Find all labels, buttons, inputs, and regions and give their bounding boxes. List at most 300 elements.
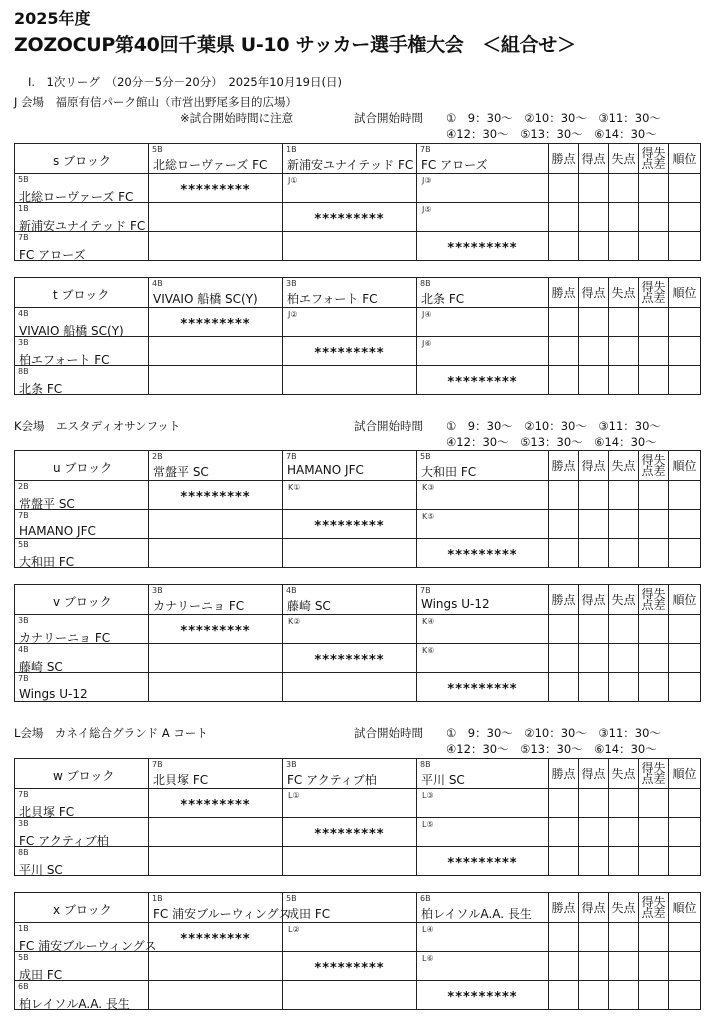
league-info: Ⅰ. 1次リーグ （20分－5分－20分） 2025年10月19日(日) (28, 75, 342, 89)
stat-cell (579, 203, 609, 232)
stat-cell (579, 337, 609, 366)
self-match-marker: ********* (180, 624, 251, 639)
stat-cell (669, 203, 701, 232)
self-match-marker: ********* (180, 317, 251, 332)
team-seed: 5B (152, 145, 163, 154)
stat-cell (639, 952, 669, 981)
block-name: u ブロック (53, 461, 113, 475)
stat-cell (639, 203, 669, 232)
match-id: L④ (422, 925, 434, 934)
match-cell (417, 615, 549, 644)
team-column-header (283, 451, 417, 481)
stat-cell (639, 337, 669, 366)
stat-cell (639, 923, 669, 952)
stat-cell (669, 847, 701, 876)
result-cell (283, 366, 417, 395)
stat-cell (609, 615, 639, 644)
team-seed: 4B (152, 279, 163, 288)
row-team-name: FC アクティブ柏 (19, 834, 109, 848)
self-match-marker: ********* (447, 990, 518, 1005)
stat-cell (669, 539, 701, 568)
goal-diff-header-line2: 点差 (641, 156, 666, 171)
goals-for-header: 得点 (579, 585, 609, 615)
team-row (15, 539, 701, 568)
team-row (15, 923, 701, 952)
points-header: 勝点 (549, 451, 579, 481)
stat-cell (579, 308, 609, 337)
result-cell (283, 673, 417, 702)
stat-cell (609, 308, 639, 337)
result-cell (283, 232, 417, 261)
stat-cell (669, 952, 701, 981)
stat-cell (609, 203, 639, 232)
team-seed: 2B (18, 482, 29, 491)
stat-cell (549, 981, 579, 1010)
team-seed: 7B (18, 233, 29, 242)
stat-cell (579, 481, 609, 510)
team-seed: 2B (152, 452, 163, 461)
stat-cell (609, 232, 639, 261)
result-cell (149, 847, 283, 876)
self-match-marker: ********* (314, 653, 385, 668)
goal-diff-header (639, 759, 669, 789)
row-team-name: 北総ローヴァーズ FC (19, 190, 134, 204)
venue-j-label: J 会場 福原有信パーク館山（市営出野尾多目的広場） (14, 95, 298, 109)
match-id: L③ (422, 791, 434, 800)
stat-cell (609, 923, 639, 952)
team-column-header (417, 585, 549, 615)
match-id: K⑥ (422, 646, 435, 655)
team-seed: 7B (18, 790, 29, 799)
goal-diff-header-line1: 得失 (641, 894, 666, 909)
stat-cell (609, 644, 639, 673)
goal-diff-header-line2: 点差 (641, 905, 666, 920)
stat-cell (669, 337, 701, 366)
stat-cell (669, 818, 701, 847)
stat-cell (549, 232, 579, 261)
diagonal-cell (417, 847, 549, 876)
block-table (14, 450, 701, 568)
stat-cell (609, 337, 639, 366)
goal-diff-header-line1: 得失 (641, 145, 666, 160)
team-column-header (283, 144, 417, 174)
self-match-marker: ********* (314, 346, 385, 361)
match-cell (417, 174, 549, 203)
stat-cell (669, 510, 701, 539)
team-column-header (149, 893, 291, 923)
team-name: カナリーニョ FC (153, 599, 245, 613)
stat-cell (609, 952, 639, 981)
team-column-header (149, 585, 283, 615)
row-team-name: 平川 SC (19, 863, 63, 877)
stat-cell (579, 174, 609, 203)
stat-cell (549, 539, 579, 568)
match-cell (283, 174, 417, 203)
team-row (15, 673, 701, 702)
match-id: L⑥ (422, 954, 434, 963)
team-seed: 7B (18, 674, 29, 683)
venue-k-times-row2: ④12：30～ ⑤13：30～ ⑥14：30～ (446, 435, 657, 449)
stat-cell (639, 308, 669, 337)
stat-cell (639, 818, 669, 847)
team-column-header (283, 759, 417, 789)
stat-cell (549, 818, 579, 847)
match-id: J④ (422, 310, 432, 319)
team-row (15, 952, 701, 981)
match-id: L② (288, 925, 300, 934)
match-cell (417, 789, 549, 818)
stat-cell (669, 174, 701, 203)
stat-cell (549, 366, 579, 395)
result-cell (283, 539, 417, 568)
venue-j-times-row2: ④12：30～ ⑤13：30～ ⑥14：30～ (446, 127, 657, 141)
stat-cell (639, 539, 669, 568)
team-seed: 1B (152, 894, 163, 903)
goal-diff-header-line2: 点差 (641, 771, 666, 786)
row-team-name: 北貝塚 FC (19, 805, 75, 819)
stat-cell (549, 952, 579, 981)
team-seed: 1B (18, 924, 29, 933)
row-team-name: Wings U-12 (19, 687, 88, 701)
match-id: J⑥ (422, 339, 432, 348)
row-team-name: HAMANO JFC (19, 524, 96, 538)
rank-header: 順位 (669, 278, 701, 308)
team-column-header (417, 278, 549, 308)
match-id: K⑤ (422, 512, 435, 521)
team-row (15, 203, 701, 232)
goals-against-header: 失点 (609, 759, 639, 789)
match-cell (283, 789, 417, 818)
goals-against-header: 失点 (609, 278, 639, 308)
result-cell (149, 366, 283, 395)
team-column-header (417, 893, 549, 923)
stat-cell (609, 981, 639, 1010)
goals-for-header: 得点 (579, 144, 609, 174)
stat-cell (579, 789, 609, 818)
team-seed: 4B (286, 586, 297, 595)
match-id: L① (288, 791, 300, 800)
stat-cell (639, 981, 669, 1010)
match-cell (417, 481, 549, 510)
block-name: s ブロック (53, 154, 111, 168)
team-column-header (283, 893, 417, 923)
venue-l-times-row1: ① 9：30～ ②10：30～ ③11：30～ (446, 726, 661, 740)
stat-cell (549, 673, 579, 702)
page-title: ZOZOCUP第40回千葉県 U-10 サッカー選手権大会 ＜組合せ＞ (14, 34, 576, 56)
team-column-header (417, 451, 549, 481)
team-row (15, 174, 701, 203)
row-team-name: FC 浦安ブルーウィングス (19, 939, 157, 953)
diagonal-cell (417, 366, 549, 395)
self-match-marker: ********* (314, 519, 385, 534)
row-team-name: 柏レイソルA.A. 長生 (19, 997, 130, 1011)
self-match-marker: ********* (314, 827, 385, 842)
result-cell (283, 847, 417, 876)
stat-cell (579, 847, 609, 876)
diagonal-cell (283, 337, 417, 366)
stat-cell (549, 174, 579, 203)
self-match-marker: ********* (314, 212, 385, 227)
stat-cell (639, 366, 669, 395)
team-seed: 3B (286, 760, 297, 769)
match-id: K② (288, 617, 301, 626)
match-cell (283, 615, 417, 644)
stat-cell (549, 615, 579, 644)
diagonal-cell (283, 510, 417, 539)
team-seed: 8B (420, 279, 431, 288)
result-cell (149, 644, 283, 673)
stat-cell (669, 789, 701, 818)
team-name: 藤崎 SC (287, 599, 331, 613)
rank-header: 順位 (669, 144, 701, 174)
stat-cell (579, 232, 609, 261)
stat-cell (639, 789, 669, 818)
venue-l-label: L会場 カネイ総合グランド A コート (14, 726, 208, 740)
row-team-name: FC アローズ (19, 248, 86, 262)
diagonal-cell (283, 644, 417, 673)
self-match-marker: ********* (180, 183, 251, 198)
result-cell (149, 673, 283, 702)
diagonal-cell (149, 923, 283, 952)
result-cell (149, 232, 283, 261)
stat-cell (549, 203, 579, 232)
points-header: 勝点 (549, 893, 579, 923)
stat-cell (609, 510, 639, 539)
result-cell (149, 337, 283, 366)
stat-cell (639, 481, 669, 510)
stat-cell (669, 923, 701, 952)
diagonal-cell (283, 952, 417, 981)
venue-k-times-row1: ① 9：30～ ②10：30～ ③11：30～ (446, 419, 661, 433)
stat-cell (579, 952, 609, 981)
row-team-name: 常盤平 SC (19, 497, 75, 511)
team-row (15, 615, 701, 644)
stat-cell (639, 615, 669, 644)
team-column-header (417, 144, 549, 174)
goal-diff-header-line2: 点差 (641, 463, 666, 478)
goal-diff-header-line1: 得失 (641, 760, 666, 775)
stat-cell (579, 510, 609, 539)
match-cell (417, 308, 549, 337)
row-team-name: VIVAIO 船橋 SC(Y) (19, 324, 124, 338)
team-column-header (417, 759, 549, 789)
team-seed: 4B (18, 645, 29, 654)
points-header: 勝点 (549, 144, 579, 174)
rank-header: 順位 (669, 759, 701, 789)
team-name: 北総ローヴァーズ FC (153, 158, 268, 172)
self-match-marker: ********* (447, 548, 518, 563)
match-cell (283, 481, 417, 510)
venue-j-times-label: 試合開始時間 (354, 111, 423, 125)
block-name: w ブロック (53, 769, 115, 783)
goals-against-header: 失点 (609, 893, 639, 923)
row-team-name: 大和田 FC (19, 555, 75, 569)
team-row (15, 232, 701, 261)
row-team-name: 柏エフォート FC (19, 353, 110, 367)
stat-cell (549, 308, 579, 337)
match-cell (417, 203, 549, 232)
diagonal-cell (149, 308, 283, 337)
block-name: v ブロック (53, 595, 112, 609)
team-row (15, 981, 701, 1010)
stat-cell (579, 539, 609, 568)
rank-header: 順位 (669, 451, 701, 481)
stat-cell (549, 847, 579, 876)
goal-diff-header (639, 278, 669, 308)
diagonal-cell (417, 981, 549, 1010)
team-name: FC アローズ (421, 158, 488, 172)
team-column-header (149, 278, 283, 308)
result-cell (149, 981, 283, 1010)
match-id: L⑤ (422, 820, 434, 829)
goals-against-header: 失点 (609, 144, 639, 174)
goal-diff-header-line2: 点差 (641, 597, 666, 612)
stat-cell (609, 673, 639, 702)
venue-l-times-label: 試合開始時間 (354, 726, 423, 740)
stat-cell (609, 366, 639, 395)
result-cell (149, 539, 283, 568)
venue-k-label: K会場 エスタディオサンフット (14, 419, 181, 433)
stat-cell (579, 923, 609, 952)
stat-cell (549, 481, 579, 510)
team-seed: 4B (18, 309, 29, 318)
stat-cell (669, 981, 701, 1010)
team-name: VIVAIO 船橋 SC(Y) (153, 292, 258, 306)
team-name: HAMANO JFC (287, 463, 364, 477)
row-team-name: 藤崎 SC (19, 660, 63, 674)
points-header: 勝点 (549, 278, 579, 308)
goal-diff-header-line1: 得失 (641, 452, 666, 467)
team-seed: 5B (18, 540, 29, 549)
team-column-header (149, 144, 283, 174)
self-match-marker: ********* (447, 241, 518, 256)
result-cell (283, 981, 417, 1010)
match-id: J③ (422, 176, 432, 185)
diagonal-cell (283, 818, 417, 847)
diagonal-cell (283, 203, 417, 232)
team-seed: 5B (286, 894, 297, 903)
match-cell (417, 644, 549, 673)
result-cell (149, 203, 283, 232)
team-row (15, 308, 701, 337)
match-cell (417, 818, 549, 847)
block-table (14, 758, 701, 876)
team-seed: 3B (18, 338, 29, 347)
diagonal-cell (149, 174, 283, 203)
goal-diff-header-line1: 得失 (641, 586, 666, 601)
match-id: J⑤ (422, 205, 432, 214)
goal-diff-header (639, 893, 669, 923)
venue-l-times-row2: ④12：30～ ⑤13：30～ ⑥14：30～ (446, 742, 657, 756)
match-cell (283, 308, 417, 337)
goal-diff-header (639, 144, 669, 174)
goal-diff-header (639, 585, 669, 615)
diagonal-cell (417, 539, 549, 568)
points-header: 勝点 (549, 759, 579, 789)
row-team-name: カナリーニョ FC (19, 631, 111, 645)
stat-cell (549, 644, 579, 673)
points-header: 勝点 (549, 585, 579, 615)
match-cell (417, 510, 549, 539)
stat-cell (669, 673, 701, 702)
stat-cell (549, 337, 579, 366)
team-row (15, 481, 701, 510)
team-seed: 7B (286, 452, 297, 461)
diagonal-cell (417, 232, 549, 261)
stat-cell (609, 539, 639, 568)
match-cell (417, 923, 549, 952)
team-seed: 7B (18, 511, 29, 520)
team-row (15, 644, 701, 673)
block-table (14, 277, 701, 395)
result-cell (149, 818, 283, 847)
stat-cell (609, 818, 639, 847)
goal-diff-header-line2: 点差 (641, 290, 666, 305)
stat-cell (609, 174, 639, 203)
team-seed: 7B (420, 586, 431, 595)
match-id: J① (288, 176, 298, 185)
team-seed: 1B (286, 145, 297, 154)
match-id: K① (288, 483, 301, 492)
team-column-header (283, 585, 417, 615)
diagonal-cell (417, 673, 549, 702)
team-column-header (149, 759, 283, 789)
stat-cell (579, 673, 609, 702)
block-table (14, 892, 701, 1010)
stat-cell (639, 644, 669, 673)
team-seed: 3B (286, 279, 297, 288)
team-name: 北貝塚 FC (153, 773, 209, 787)
team-seed: 3B (18, 819, 29, 828)
team-seed: 8B (18, 848, 29, 857)
block-table (14, 143, 701, 261)
stat-cell (579, 981, 609, 1010)
team-name: 新浦安ユナイテッド FC (287, 158, 414, 172)
stat-cell (579, 615, 609, 644)
team-row (15, 847, 701, 876)
result-cell (149, 952, 283, 981)
goals-for-header: 得点 (579, 451, 609, 481)
team-seed: 6B (18, 982, 29, 991)
team-name: 成田 FC (287, 907, 331, 921)
team-name: 柏エフォート FC (287, 292, 378, 306)
team-seed: 3B (18, 616, 29, 625)
stat-cell (669, 308, 701, 337)
diagonal-cell (149, 481, 283, 510)
self-match-marker: ********* (180, 798, 251, 813)
stat-cell (549, 510, 579, 539)
stat-cell (669, 366, 701, 395)
team-row (15, 818, 701, 847)
diagonal-cell (149, 615, 283, 644)
team-seed: 8B (420, 760, 431, 769)
self-match-marker: ********* (180, 490, 251, 505)
team-seed: 6B (420, 894, 431, 903)
block-table (14, 584, 701, 702)
stat-cell (579, 366, 609, 395)
stat-cell (579, 818, 609, 847)
goals-for-header: 得点 (579, 893, 609, 923)
team-name: 平川 SC (421, 773, 465, 787)
team-name: FC アクティブ柏 (287, 773, 377, 787)
row-team-name: 新浦安ユナイテッド FC (19, 219, 146, 233)
team-seed: 5B (18, 175, 29, 184)
goals-against-header: 失点 (609, 585, 639, 615)
team-row (15, 789, 701, 818)
stat-cell (549, 923, 579, 952)
team-name: 大和田 FC (421, 465, 477, 479)
result-cell (149, 510, 283, 539)
